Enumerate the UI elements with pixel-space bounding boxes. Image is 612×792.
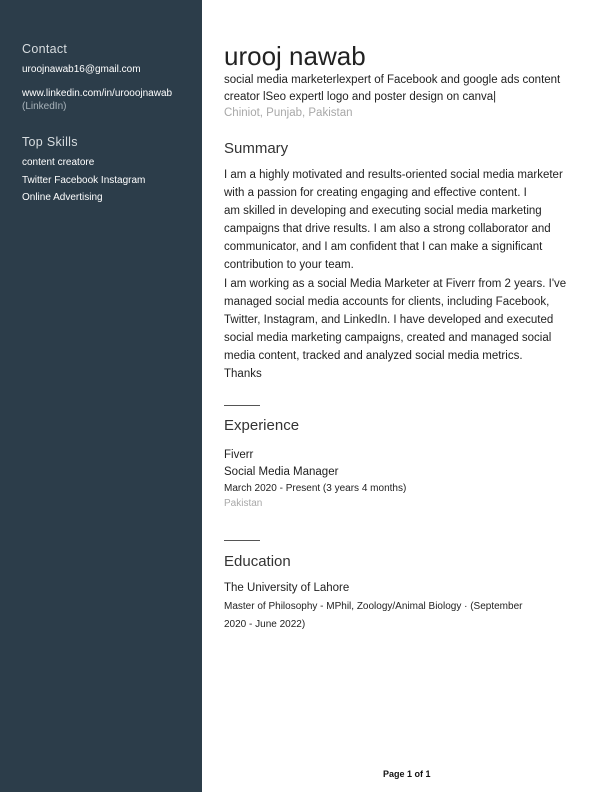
summary-line: social media marketing campaigns, created and managed social <box>224 331 552 344</box>
email-link[interactable]: uroojnawab16@gmail.com <box>22 64 141 75</box>
headline-line: creator lSeo expertl logo and poster design on canva| <box>224 91 497 103</box>
summary-heading: Summary <box>224 140 289 157</box>
summary-line: media content, tracked and analyzed social media metrics. <box>224 349 523 362</box>
skill-item: Twitter Facebook Instagram <box>22 175 146 186</box>
degree-line: Master of Philosophy - MPhil, Zoology/Animal Biology · (September <box>224 601 523 612</box>
summary-line: managed social media accounts for clients, including Facebook, <box>224 295 550 308</box>
education-heading: Education <box>224 553 291 570</box>
summary-line: Thanks <box>224 368 262 381</box>
skill-item: content creatore <box>22 157 95 168</box>
job-title: Social Media Manager <box>224 466 339 478</box>
headline-line: social media marketerlexpert of Facebook and google ads content <box>224 74 561 86</box>
job-dates: March 2020 - Present (3 years 4 months) <box>224 483 407 494</box>
divider <box>224 405 260 406</box>
linkedin-link[interactable]: www.linkedin.com/in/urooojnawab <box>22 88 173 99</box>
summary-line: contribution to your team. <box>224 259 354 272</box>
skills-heading: Top Skills <box>22 135 78 149</box>
skill-item: Online Advertising <box>22 192 103 203</box>
summary-line: am skilled in developing and executing social media marketing <box>224 205 542 218</box>
school-name: The University of Lahore <box>224 582 350 594</box>
degree-line: 2020 - June 2022) <box>224 619 306 630</box>
summary-line: Twitter, Instagram, and LinkedIn. I have developed and executed <box>224 313 554 326</box>
contact-heading: Contact <box>22 42 68 56</box>
page-number: Page 1 of 1 <box>383 769 431 779</box>
summary-line: with a passion for creating engaging and effective content. I <box>224 187 527 200</box>
linkedin-label: (LinkedIn) <box>22 101 67 112</box>
summary-line: campaigns that drive results. I am also a strong collaborator and <box>224 223 551 236</box>
candidate-name: urooj nawab <box>224 41 366 71</box>
summary-line: I am a highly motivated and results-oriented social media marketer <box>224 169 563 181</box>
sidebar <box>0 0 202 792</box>
summary-text <box>224 166 566 383</box>
company-name: Fiverr <box>224 449 254 461</box>
experience-heading: Experience <box>224 417 300 434</box>
divider <box>224 540 260 541</box>
job-location: Pakistan <box>224 498 263 509</box>
summary-line: communicator, and I am confident that I can make a significant <box>224 241 543 254</box>
location: Chiniot, Punjab, Pakistan <box>224 107 353 119</box>
summary-line: I am working as a social Media Marketer at Fiverr from 2 years. I've <box>224 277 567 290</box>
